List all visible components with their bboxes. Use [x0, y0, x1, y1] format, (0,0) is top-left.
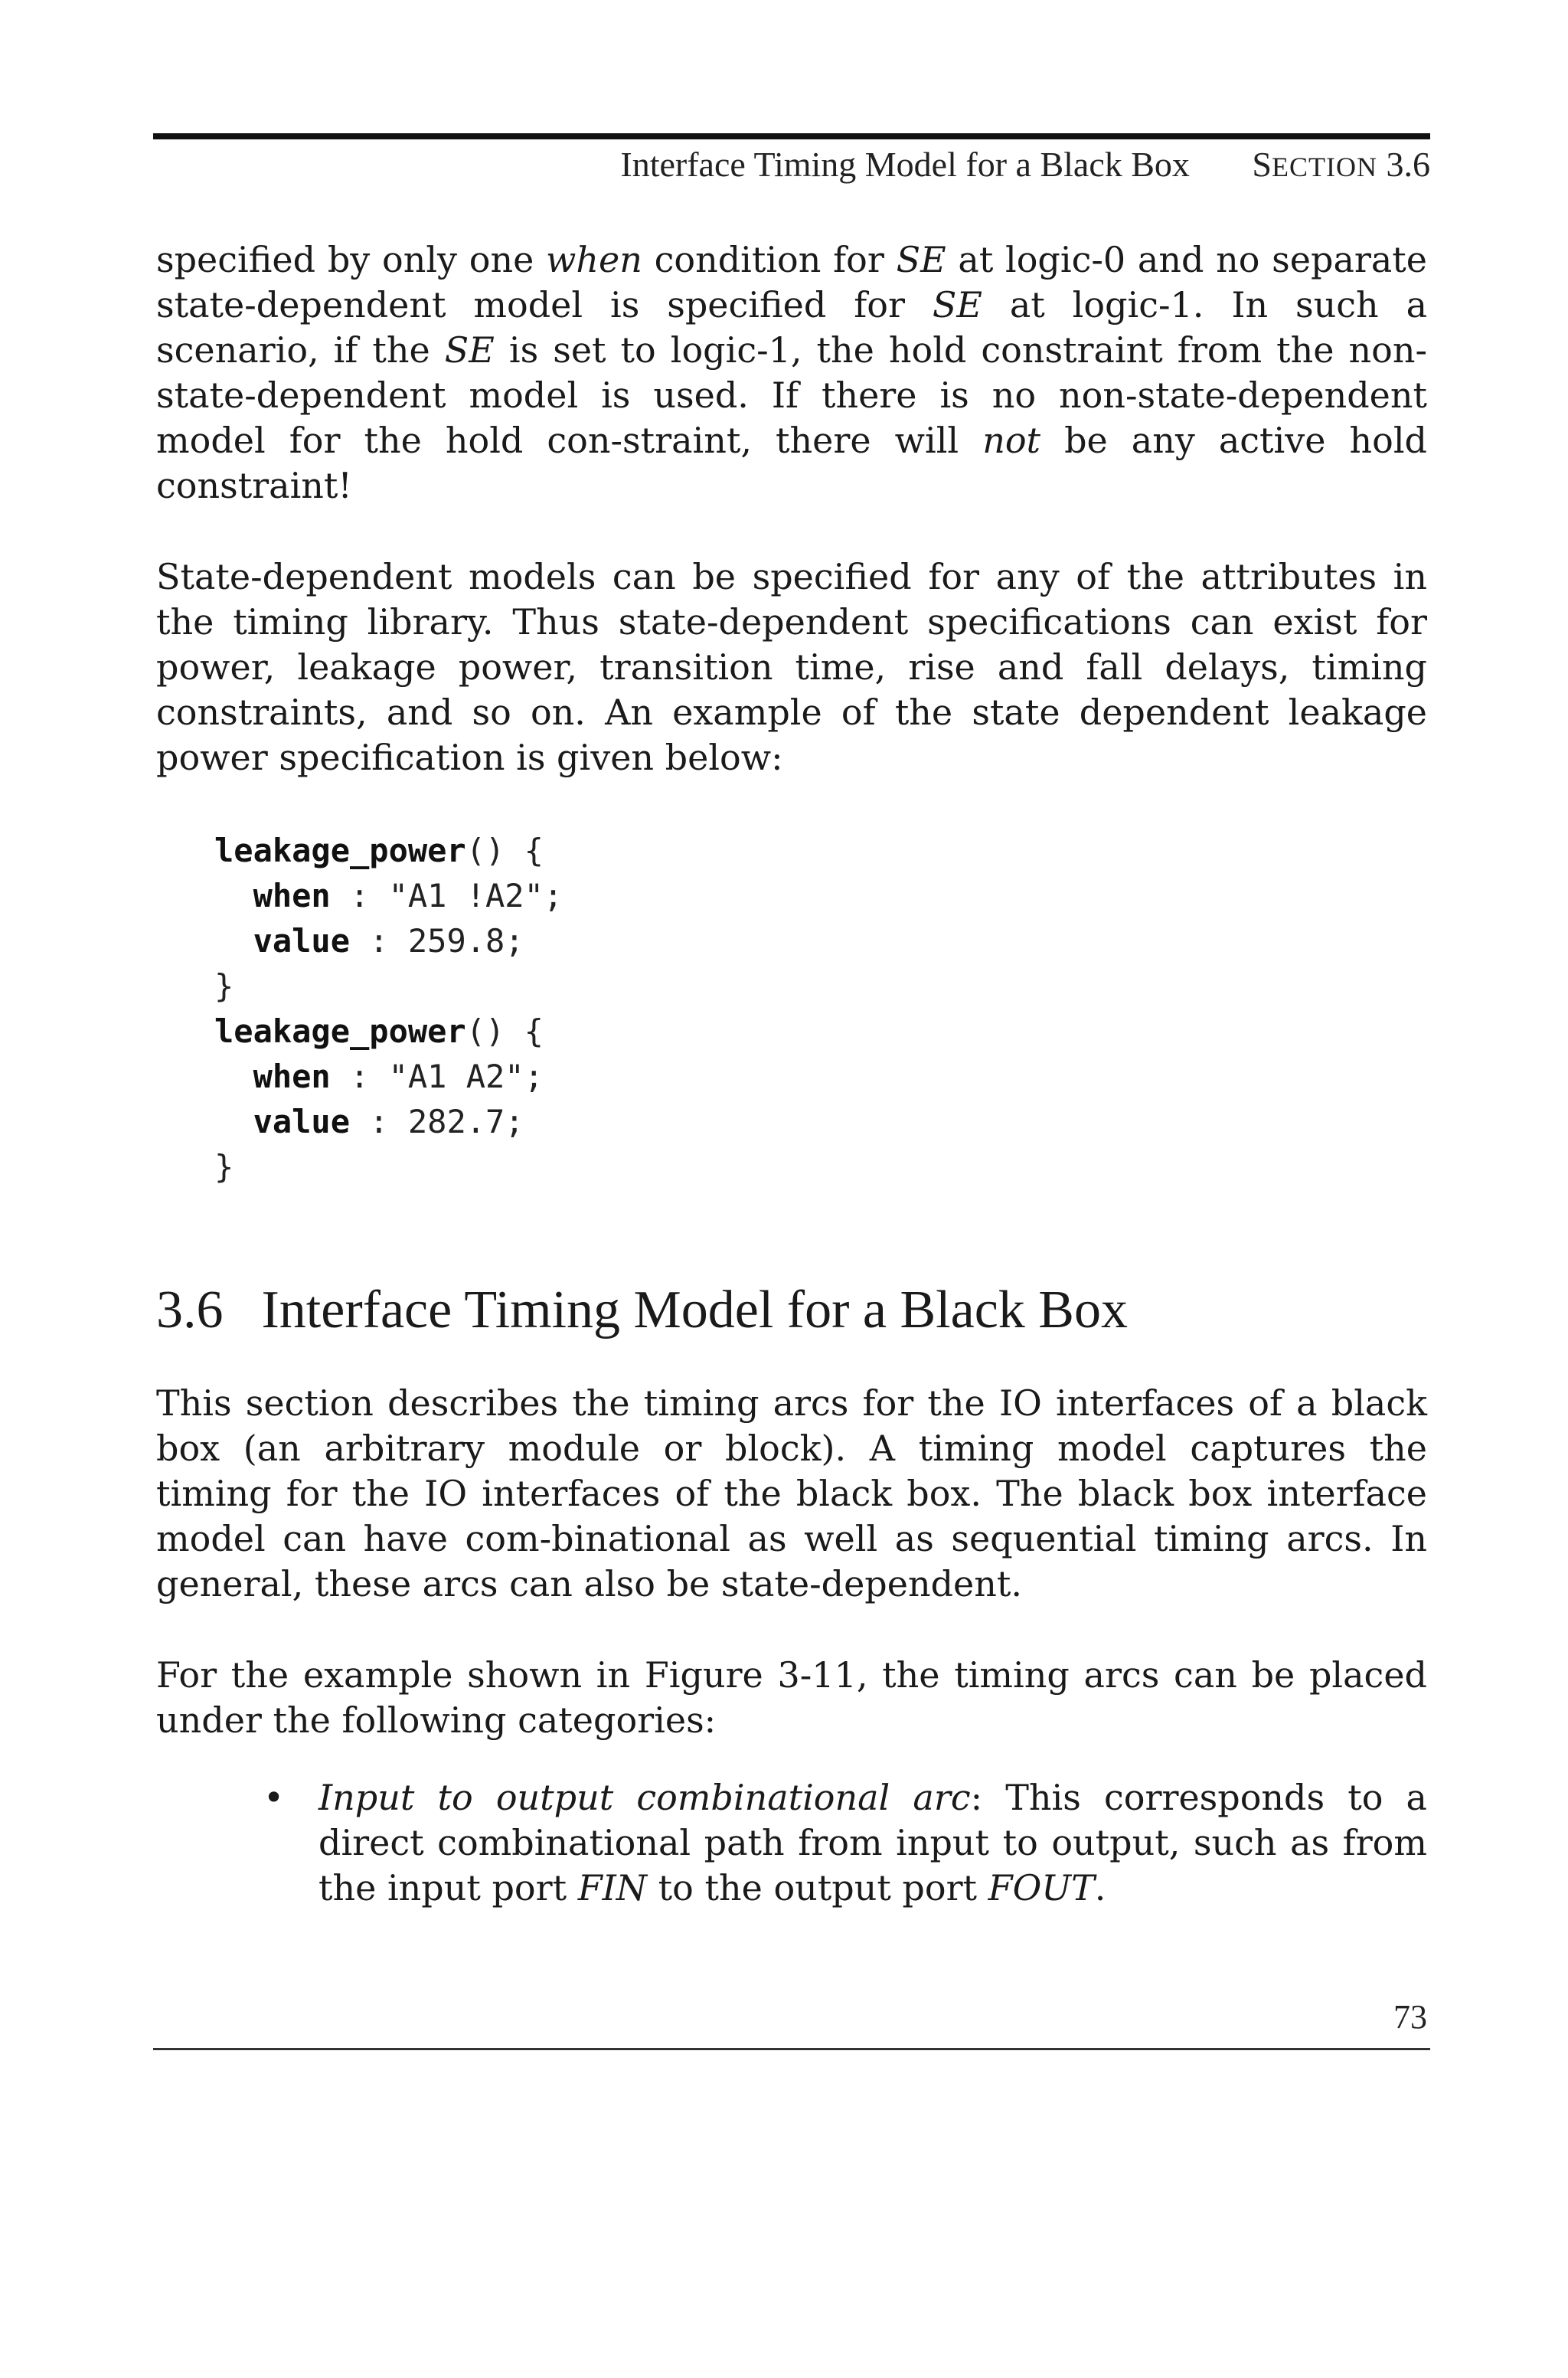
- section-number: 3.6: [156, 1281, 224, 1339]
- paragraph-2: State-dependent models can be specified for any of the attributes in the timing library. Thus state-dependent specifications can exist for power, leakage power, transition time, rise and fall delays, timing constraints, and so on. An example of the state dependent leakage power specification is given below:: [156, 556, 1427, 778]
- bullet-text: Input to output combinational arc: This corresponds to a direct combinational path from input to output, such as from the input port FIN to the output port FOUT.: [318, 1777, 1427, 1909]
- section-heading: [156, 1280, 1427, 1341]
- running-head: [620, 144, 1430, 185]
- section-label: SECTION 3.6: [1252, 145, 1430, 184]
- header-rule: [153, 133, 1430, 139]
- page-number: 73: [1393, 1998, 1427, 2036]
- page-body: [156, 237, 1427, 1911]
- paragraph-3: This section describes the timing arcs for the IO interfaces of a black box (an arbitrary module or block). A timing model captures the timing for the IO interfaces of the black box. The black box interface model can have com-binational as well as sequential timing arcs. In general, these arcs can also be state-dependent.: [156, 1382, 1427, 1604]
- paragraph-4: For the example shown in Figure 3-11, the timing arcs can be placed under the following categories:: [156, 1654, 1427, 1741]
- section-title: Interface Timing Model for a Black Box: [261, 1281, 1128, 1339]
- code-block: leakage_power() { when : "A1 !A2"; value : 259.8; } leakage_power() { when : "A1 A2"; value : 282.7; }: [214, 832, 564, 1186]
- paragraph-1: specified by only one when condition for SE at logic-0 and no separate state-dependent model is specified for SE at logic-1. In such a scenario, if the SE is set to logic-1, the hold constraint from the non-state-dependent model is used. If there is no non-state-dependent model for the hold con-straint, there will not be any active hold constraint!: [156, 239, 1427, 506]
- footer-rule: [153, 2048, 1430, 2050]
- list-item: [263, 1775, 1427, 1911]
- running-title: Interface Timing Model for a Black Box: [620, 145, 1190, 184]
- bullet-icon: •: [263, 1777, 285, 1818]
